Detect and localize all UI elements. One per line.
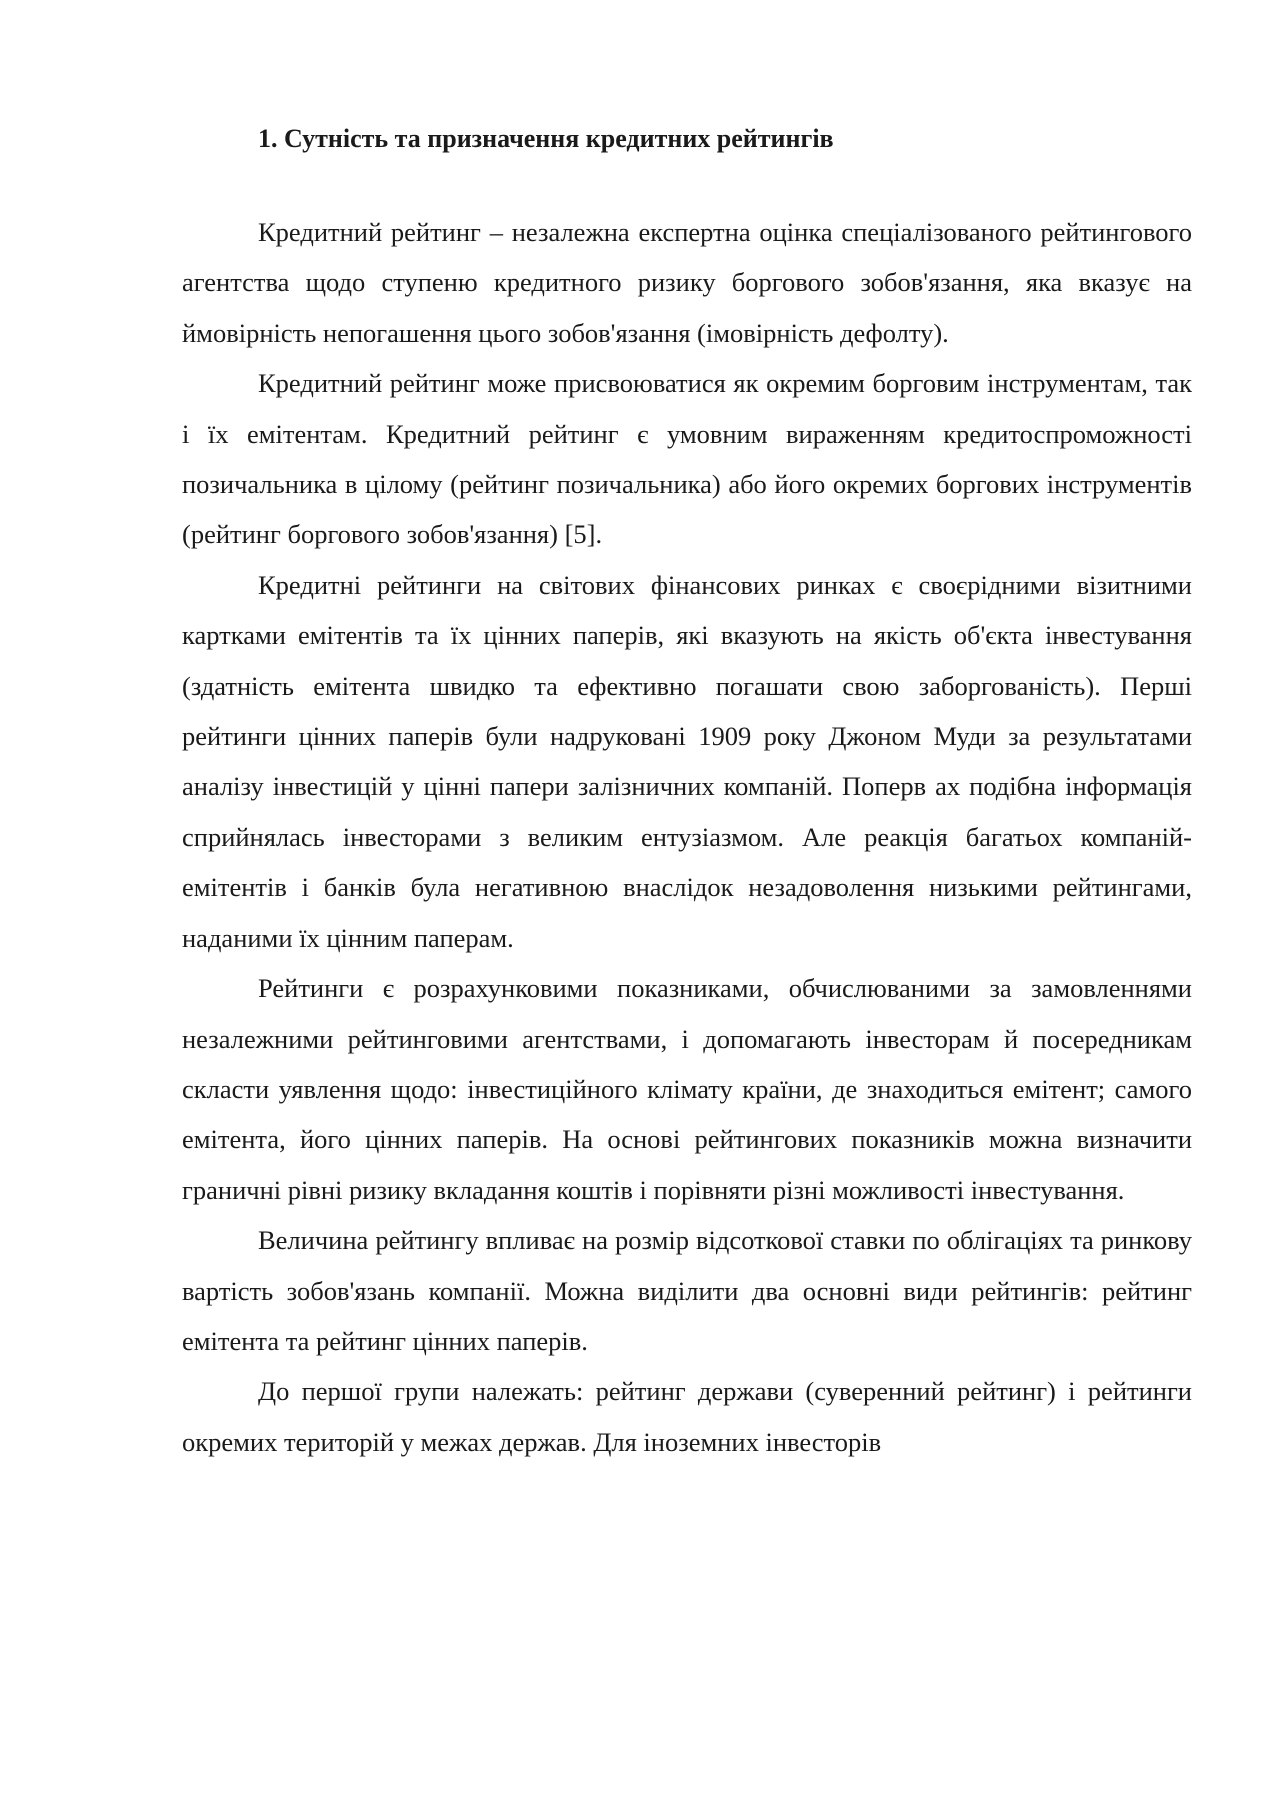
body-text <box>182 207 1192 1467</box>
paragraph-rating-history: Кредитні рейтинги на світових фінансових ринках є своєрідними візитними картками емітентів та їх цінних паперів, які вказують на якість об'єкта інвестування (здатність емітента швидко та ефективно погашати свою заборгованість). Перші рейтинги цінних паперів були надруковані 1909 року Джоном Муди за результатами аналізу інвестицій у цінні папери залізничних компаній. Поперв ах подібна інформація сприйнялась інвесторами з великим ентузіазмом. Але реакція багатьох компаній-емітентів і банків була негативною внаслідок незадоволення низькими рейтингами, наданими їх цінним паперам. <box>182 569 1192 953</box>
paragraph-rating-indicators: Рейтинги є розрахунковими показниками, обчислюваними за замовленнями незалежними рейтинговими агентствами, і допомагають інвесторам й посередникам скласти уявлення щодо: інвестиційного клімату країни, де знаходиться емітент; самого емітента, його цінних паперів. На основі рейтингових показників можна визначити граничні рівні ризику вкладання коштів і порівняти різні можливості інвестування. <box>182 973 1192 1205</box>
section-heading: 1. Сутність та призначення кредитних рейтингів <box>258 124 834 153</box>
paragraph-rating-assignment: Кредитний рейтинг може присвоюватися як окремим борговим інструментам, так і їх емітентам. Кредитний рейтинг є умовним вираженням кредитоспроможності позичальника в цілому (рейтинг позичальника) або його окремих боргових інструментів (рейтинг боргового зобов'язання) [5]. <box>182 368 1192 550</box>
paragraph-credit-rating-definition: Кредитний рейтинг – незалежна експертна оцінка спеціалізованого рейтингового агентства щодо ступеню кредитного ризику боргового зобов'язання, яка вказує на ймовірність непогашення цього зобов'язання (імовірність дефолту). <box>182 217 1192 348</box>
paragraph-first-group: До першої групи належать: рейтинг держави (суверенний рейтинг) і рейтинги окремих територій у межах держав. Для іноземних інвесторів <box>182 1376 1192 1457</box>
paragraph-rating-types: Величина рейтингу впливає на розмір відсоткової ставки по облігаціях та ринкову вартість зобов'язань компанії. Можна виділити два основні види рейтингів: рейтинг емітента та рейтинг цінних паперів. <box>182 1225 1192 1356</box>
